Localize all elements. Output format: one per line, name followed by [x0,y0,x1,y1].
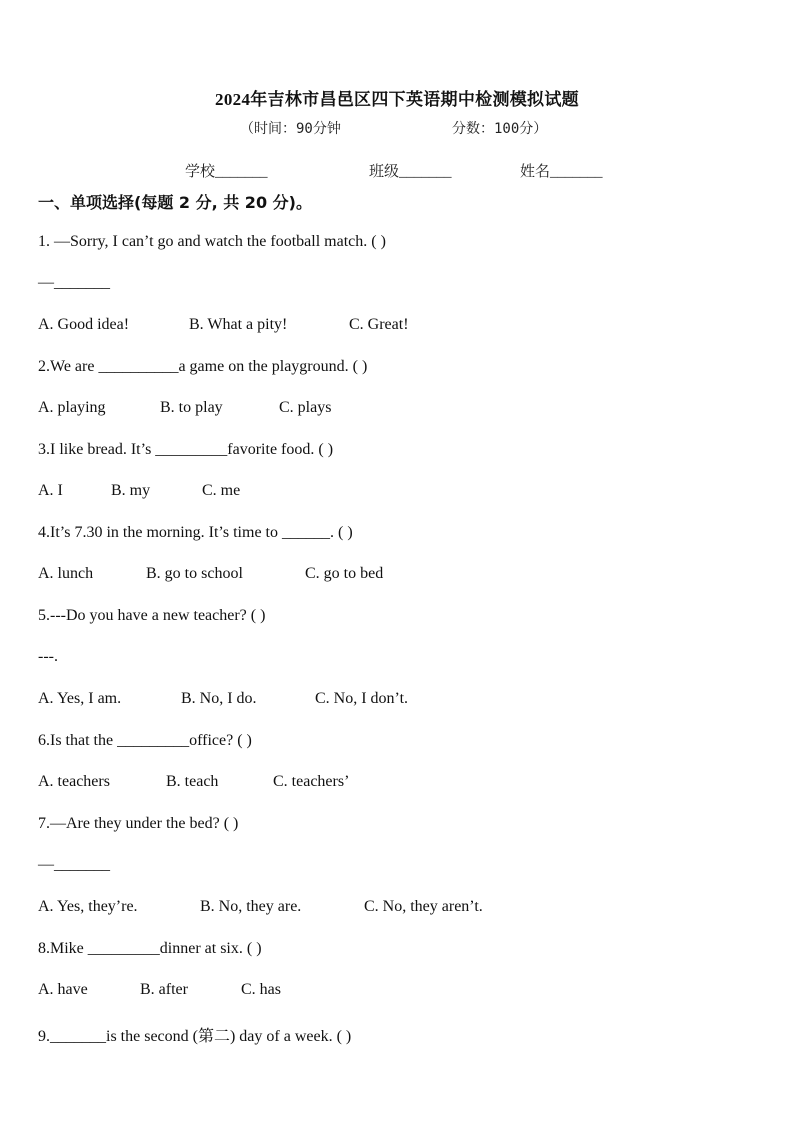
option-b: B. No, they are. [200,898,302,915]
option-c: C. has [241,981,281,998]
question-7-answer-line: —_______ [38,856,110,873]
option-a: A. Good idea! [38,316,130,333]
option-c: C. teachers’ [273,773,350,790]
class-field: 班级_______ [369,164,452,180]
school-field: 学校_______ [185,164,268,180]
question-6: 6.Is that the _________office? ( ) [38,732,252,749]
exam-score: 分数：100分） [452,121,548,137]
page-title: 2024年吉林市昌邑区四下英语期中检测模拟试题 [215,90,579,109]
option-c: C. No, I don’t. [315,690,409,707]
option-b: B. my [111,482,151,499]
option-c: C. me [202,482,241,499]
question-1-answer-line: —_______ [38,274,110,291]
question-7: 7.—Are they under the bed? ( ) [38,815,239,832]
option-b: B. What a pity! [189,316,288,333]
option-c: C. plays [279,399,332,416]
question-3: 3.I like bread. It’s _________favorite food. ( ) [38,441,334,458]
option-c: C. No, they aren’t. [364,898,483,915]
option-a: A. playing [38,399,106,416]
question-5: 5.---Do you have a new teacher? ( ) [38,607,266,624]
option-b: B. go to school [146,565,243,582]
option-a: A. I [38,482,63,499]
question-1: 1. —Sorry, I can’t go and watch the football match. ( ) [38,233,386,250]
option-a: A. have [38,981,88,998]
option-a: A. Yes, they’re. [38,898,138,915]
option-a: A. lunch [38,565,94,582]
question-9: 9._______is the second (第二) day of a week. ( ) [38,1028,352,1045]
question-4: 4.It’s 7.30 in the morning. It’s time to ______. ( ) [38,524,353,541]
option-c: C. Great! [349,316,409,333]
option-a: A. teachers [38,773,110,790]
option-b: B. to play [160,399,223,416]
option-b: B. after [140,981,188,998]
option-a: A. Yes, I am. [38,690,122,707]
section-heading: 一、单项选择(每题 2 分, 共 20 分)。 [38,193,312,212]
question-2: 2.We are __________a game on the playground. ( ) [38,358,368,375]
name-field: 姓名_______ [520,164,603,180]
option-b: B. teach [166,773,219,790]
option-b: B. No, I do. [181,690,257,707]
exam-time: （时间：90分钟 [240,121,341,137]
question-5-answer-line: ---. [38,648,58,665]
option-c: C. go to bed [305,565,384,582]
question-8: 8.Mike _________dinner at six. ( ) [38,940,262,957]
